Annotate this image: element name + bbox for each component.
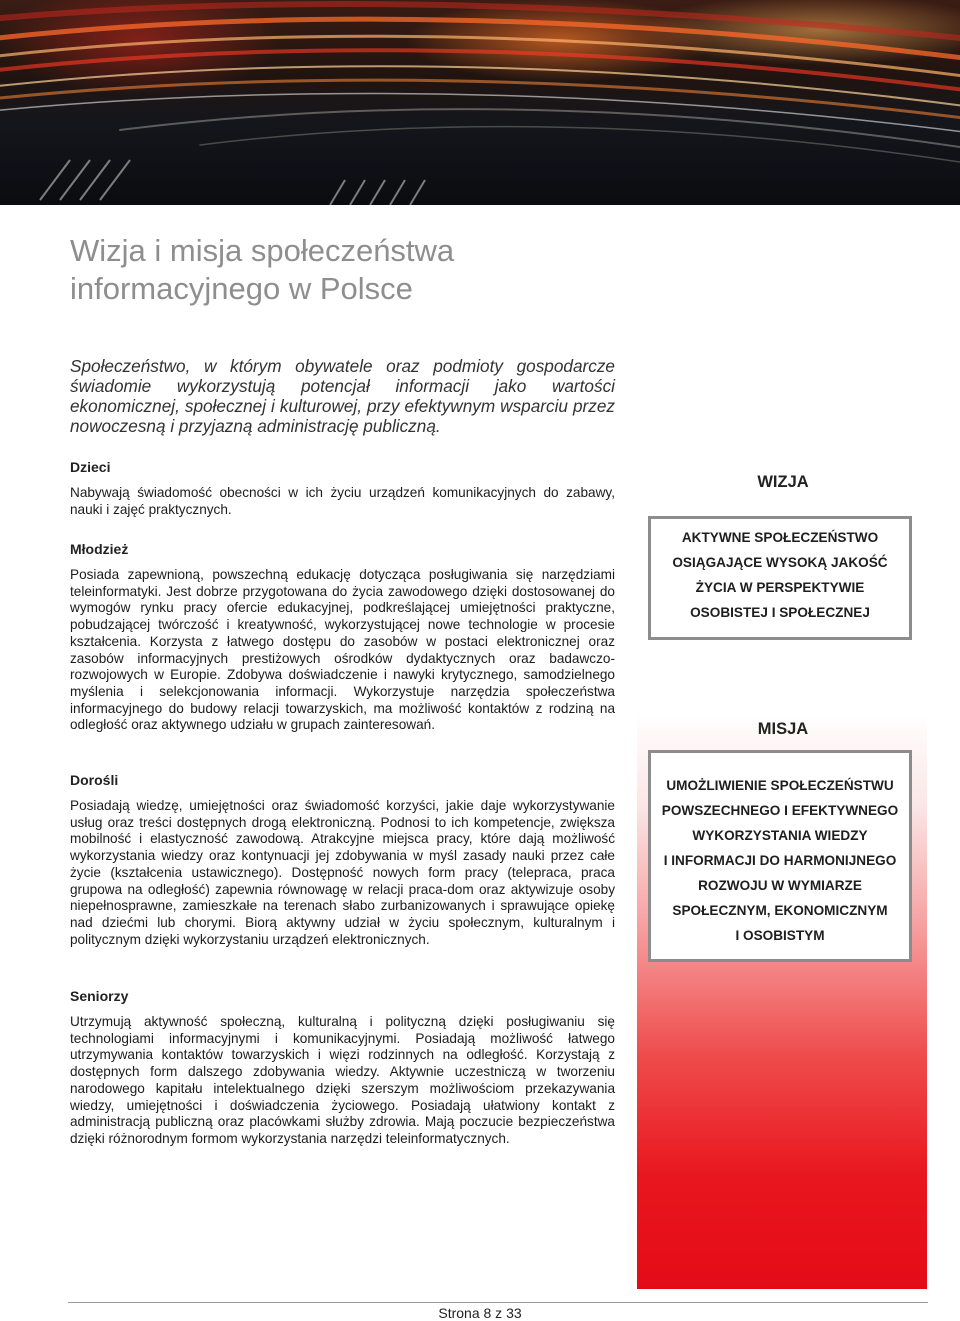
section-title-seniorzy: Seniorzy xyxy=(70,988,129,1004)
wizja-line: OSOBISTEJ I SPOŁECZNEJ xyxy=(690,605,870,620)
section-body-seniorzy: Utrzymują aktywność społeczną, kulturalną i polityczną dzięki posługiwaniu się technologiami informacyjnymi i komunikacyjnymi. Posiadają możliwość łatwego utrzymywania kontaktów towarzyskich i więzi rodzinnych na odległość. Korzystają z dostępnych form dalszego zdobywania wiedzy. Aktywnie uczestniczą w tworzeniu narodowego kapitału intelektualnego dzięki szerszym możliwościom przekazywania wiedzy, umiejętności i doświadczenia życiowego. Posiadają ułatwiony kontakt z administracją publiczną oraz placówkami służby zdrowia. Mają poczucie bezpieczeństwa dzięki różnorodnym formom wykorzystania narzędzi teleinformatycznych. xyxy=(70,1014,615,1146)
section-body-mlodziez: Posiada zapewnioną, powszechną edukację dotycząca posługiwania się narzędziami teleinformatyki. Jest dobrze przygotowana do życia zawodowego dzięki dostosowanej do wymogów rynku pracy ofercie edukacyjnej, podkreślającej umiejętności praktyczne, pobudzającej twórczość i kreatywność, wykorzystującej nowe technologie w procesie kształcenia. Korzysta z łatwego dostępu do zasobów w postaci elektronicznej oraz zasobów informacyjnych prestiżowych ośrodków dydaktycznych oraz badawczo-rozwojowych w Europie. Zdobywa doświadczenie i nawyki krytycznego, samodzielnego myślenia i selekcjonowania informacji. Wykorzystuje narzędzia społeczeństwa informacyjnego do budowy relacji towarzyskich, ma możliwość kontaktów z rodziną na odległość oraz aktywnego udziału w grupach zainteresowań. xyxy=(70,567,615,733)
misja-line: SPOŁECZNYM, EKONOMICZNYM xyxy=(672,903,888,918)
section-body-dorosli: Posiadają wiedzę, umiejętności oraz świadomość korzyści, jakie daje wykorzystywanie usług oraz treści dostępnych drogą elektroniczną. Podnosi to ich kompetencje, zwiększa mobilność i elastyczność zawodową. Atrakcyjne miejsca pracy, które dają możliwość wykorzystania wiedzy oraz kontynuacji jej zdobywania w myśl zasady nauki przez całe życie (kształcenia ustawicznego). Dostępność nowych form pracy (telepraca, praca grupowa na odległość) zapewnia równowagę w relacji praca-dom oraz aktywizuje osoby niepełnosprawne, zamieszkałe na terenach słabo zurbanizowanych i sprawujące opiekę nad dziećmi lub chorymi. Biorą aktywny udział w życiu społecznym, kulturalnym i politycznym dzięki wykorzystaniu urządzeń elektronicznych. xyxy=(70,798,615,947)
wizja-box xyxy=(648,516,912,640)
wizja-line: OSIĄGAJĄCE WYSOKĄ JAKOŚĆ xyxy=(672,555,888,570)
section-body-dzieci: Nabywają świadomość obecności w ich życiu urządzeń komunikacyjnych do zabawy, nauki i zajęć praktycznych. xyxy=(70,485,615,517)
wizja-heading: WIZJA xyxy=(757,473,809,491)
light-trails-graphic xyxy=(0,0,960,205)
misja-heading: MISJA xyxy=(757,720,809,738)
section-title-dorosli: Dorośli xyxy=(70,772,119,788)
misja-line: UMOŻLIWIENIE SPOŁECZEŃSTWU xyxy=(666,778,894,793)
page-title: Wizja i misja społeczeństwa informacyjnego w Polsce xyxy=(70,233,455,306)
misja-box xyxy=(648,750,912,962)
misja-line: ROZWOJU W WYMIARZE xyxy=(698,878,862,893)
misja-line: I OSOBISTYM xyxy=(735,928,825,943)
intro-definition: Społeczeństwo, w którym obywatele oraz podmioty gospodarcze świadomie wykorzystują potencjał informacji jako wartości ekonomicznej, społecznej i kulturowej, przy efektywnym wsparciu przez nowoczesną i przyjazną administrację publiczną. xyxy=(70,356,615,436)
misja-line: POWSZECHNEGO I EFEKTYWNEGO xyxy=(661,803,899,818)
misja-line: I INFORMACJI DO HARMONIJNEGO xyxy=(663,853,897,868)
footer-divider xyxy=(68,1302,928,1303)
section-title-mlodziez: Młodzież xyxy=(70,541,129,557)
wizja-line: ŻYCIA W PERSPEKTYWIE xyxy=(695,580,865,595)
misja-line: WYKORZYSTANIA WIEDZY xyxy=(692,828,868,843)
wizja-line: AKTYWNE SPOŁECZEŃSTWO xyxy=(681,530,879,545)
header-banner-image xyxy=(0,0,960,205)
section-title-dzieci: Dzieci xyxy=(70,459,111,475)
page-number: Strona 8 z 33 xyxy=(438,1305,522,1321)
